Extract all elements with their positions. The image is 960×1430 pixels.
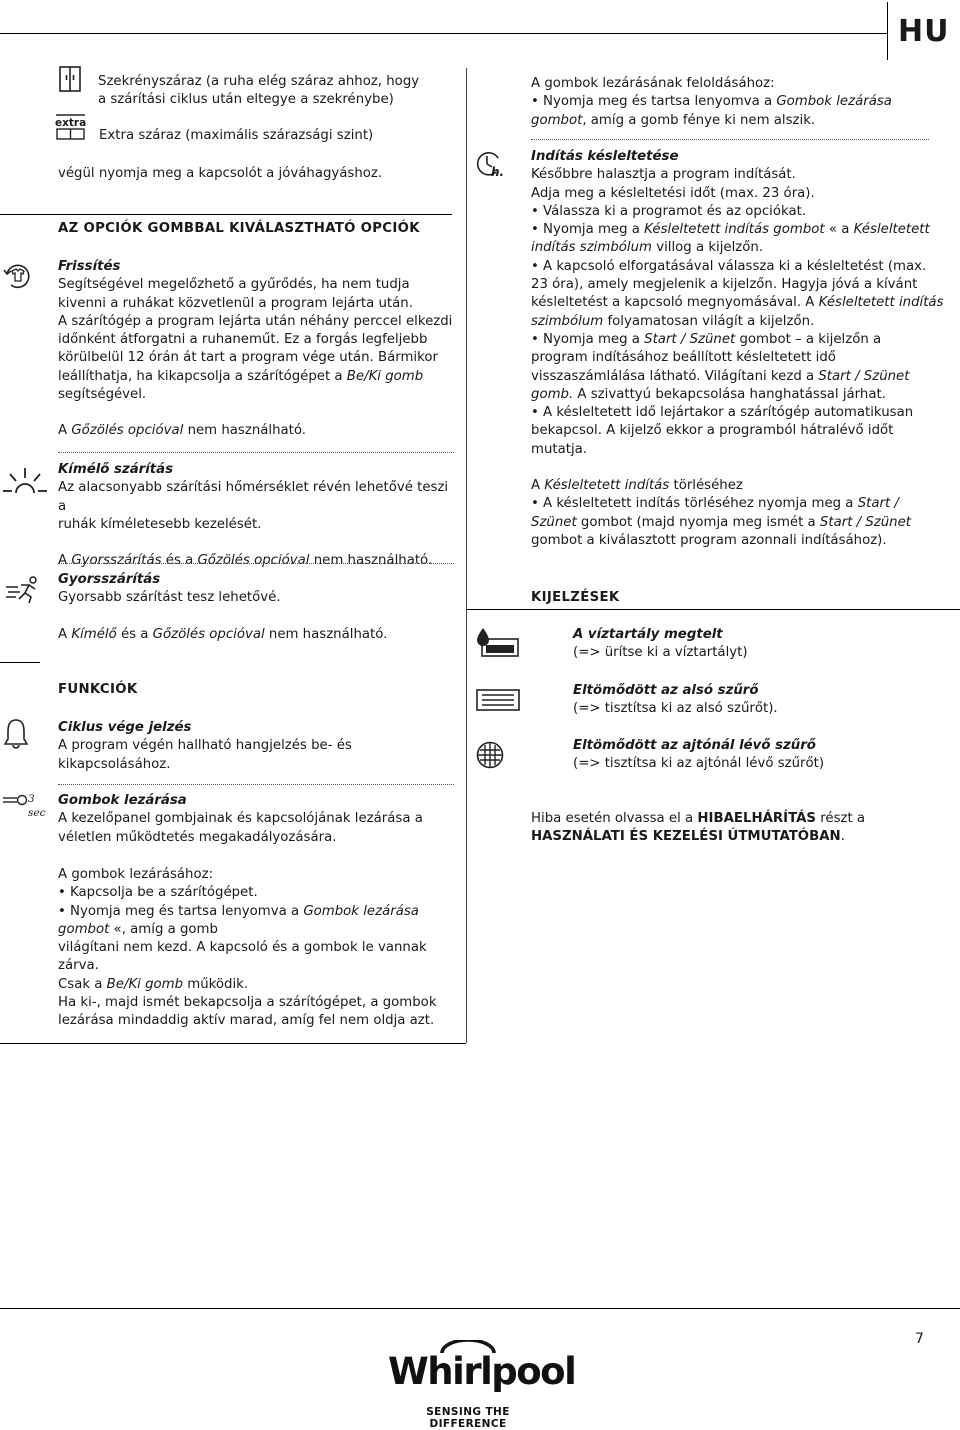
lock-howto-section: A gombok lezárásához: • Kapcsolja be a szárítógépet. • Nyomja meg és tartsa lenyomva a Gombok lezárása gombot «, amíg a gomb világítani nem kezd. A kapcsoló és a gombok le vannak zárva. Csak a Be/Ki gomb működik. Ha ki-, majd ismét bekapcsolja a szárítógépet, a gombok lezárása mindaddig aktív marad, amíg fel nem oldja azt. xyxy=(58,866,458,1031)
page-number: 7 xyxy=(915,1331,924,1347)
quick-section: Gyorsszárítás Gyorsabb szárítást tesz lehetővé. A Kímélő és a Gőzölés opcióval nem használható. xyxy=(58,572,388,642)
bell-icon xyxy=(3,718,29,750)
left-column-bottom-rule xyxy=(0,1043,466,1044)
cycle-end-section: Ciklus vége jelzés A program végén hallható hangjelzés be- és kikapcsolásához. xyxy=(58,720,352,772)
gentle-sun-icon xyxy=(2,466,48,496)
functions-heading: FUNKCIÓK xyxy=(58,682,138,697)
door-filter-icon xyxy=(476,741,504,769)
error-note: Hiba esetén olvassa el a HIBAELHÁRÍTÁS részt a HASZNÁLATI ÉS KEZELÉSI ÚTMUTATÓBAN. xyxy=(531,811,866,845)
whirlpool-logo: Whirlpool SENSING THE DIFFERENCE xyxy=(388,1340,548,1422)
header-vertical-rule xyxy=(887,2,888,60)
lower-filter-icon xyxy=(476,689,520,711)
right-column-end-rule xyxy=(466,609,960,610)
key-lock-section: Gombok lezárása A kezelőpanel gombjainak és kapcsolójának lezárása a véletlen működtetés megakadályozására. xyxy=(58,793,423,845)
dotted-separator xyxy=(58,784,454,785)
water-tank-icon xyxy=(474,626,520,658)
refresh-section: Frissítés Segítségével megelőzhető a gyűrődés, ha nem tudja kivenni a ruhákat közvetlenül a program lejárta után. A szárítógép a program lejárta után néhány perccel elkezdi időnként átforgatni a ruhaneműt. Ez a forgás legfeljebb körülbelül 12 órán át tart a program vége után. Bármikor leállíthatja, ha kikapcsolja a szárítógépet a Be/Ki gomb segítségével. A Gőzölés opcióval nem használható. xyxy=(58,258,458,441)
quick-run-icon xyxy=(4,575,40,605)
cupboard-dry-text: Szekrényszáraz (a ruha elég száraz ahhoz, hogy a szárítási ciklus után eltegye a szekrénybe) xyxy=(98,74,420,108)
dotted-separator xyxy=(58,563,454,564)
cupboard-icon xyxy=(59,66,81,92)
unlock-section: A gombok lezárásának feloldásához: • Nyomja meg és tartsa lenyomva a Gombok lezárása gombot, amíg a gomb fénye ki nem alszik. xyxy=(531,75,941,130)
gentle-section: Kímélő szárítás Az alacsonyabb szárítási hőmérséklet révén lehetővé teszi a ruhák kíméletesebb kezelését. A Gyorsszárítás és a Gőzölés opcióval nem használható. xyxy=(58,462,449,569)
lower-filter-item: Eltömődött az alsó szűrő (=> tisztítsa ki az alsó szűrőt). xyxy=(573,683,778,717)
language-tag: HU xyxy=(898,14,950,49)
footer-rule xyxy=(0,1308,960,1309)
refresh-title: Frissítés xyxy=(58,259,121,274)
water-tank-item: A víztartály megtelt (=> ürítse ki a víztartályt) xyxy=(573,627,748,661)
column-divider xyxy=(466,68,467,1043)
dotted-separator xyxy=(531,139,929,140)
top-rule xyxy=(0,33,887,34)
extra-dry-text: Extra száraz (maximális szárazsági szint) xyxy=(99,128,374,143)
dotted-separator xyxy=(58,452,454,453)
options-heading-rule xyxy=(0,214,452,215)
key-lock-icon: 3 sec xyxy=(3,792,53,808)
confirm-text: végül nyomja meg a kapcsolót a jóváhagyáshoz. xyxy=(58,166,383,181)
door-filter-item: Eltömődött az ajtónál lévő szűrő (=> tisztítsa ki az ajtónál lévő szűrőt) xyxy=(573,738,825,772)
displays-heading: KIJELZÉSEK xyxy=(531,590,620,605)
extra-dry-icon: extra xyxy=(53,114,89,140)
refresh-tshirt-icon xyxy=(2,262,32,290)
delay-section: Indítás késleltetése Későbbre halasztja a program indítását. Adja meg a késleltetési időt (max. 23 óra). • Válassza ki a programot és az opciókat. • Nyomja meg a Késleltetett indítás gombot « a Késleltetett indítás szimbólum villog a kijelzőn. • A kapcsoló elforgatásával válassza ki a késleltetést (max. 23 óra), amely megjelenik a kijelzőn. Hagyja jóvá a kívánt késleltetést a kapcsoló megnyomásával. A Késleltetett indítás szimbólum folyamatosan világít a kijelzőn. • Nyomja meg a Start / Szünet gombot – a kijelzőn a program indításához beállított késleltetett idő visszaszámlálása látható. Világítani kezd a Start / Szünet gomb. A szivattyú bekapcsolása hanghatással járhat. • A késleltetett idő lejártakor a szárítógép automatikusan bekapcsol. A kijelző ekkor a programból hátralévő időt mutatja. A Késleltetett indítás törléséhez • A késleltetett indítás törléséhez nyomja meg a Start / Szünet gombot (majd nyomja meg ismét a Start / Szünet gombot a kiválasztott program azonnali indításához). xyxy=(531,148,951,550)
options-heading: AZ OPCIÓK GOMBBAL KIVÁLASZTHATÓ OPCIÓK xyxy=(58,221,420,236)
left-margin-rule xyxy=(0,662,40,663)
delay-timer-icon: h. xyxy=(474,150,506,182)
